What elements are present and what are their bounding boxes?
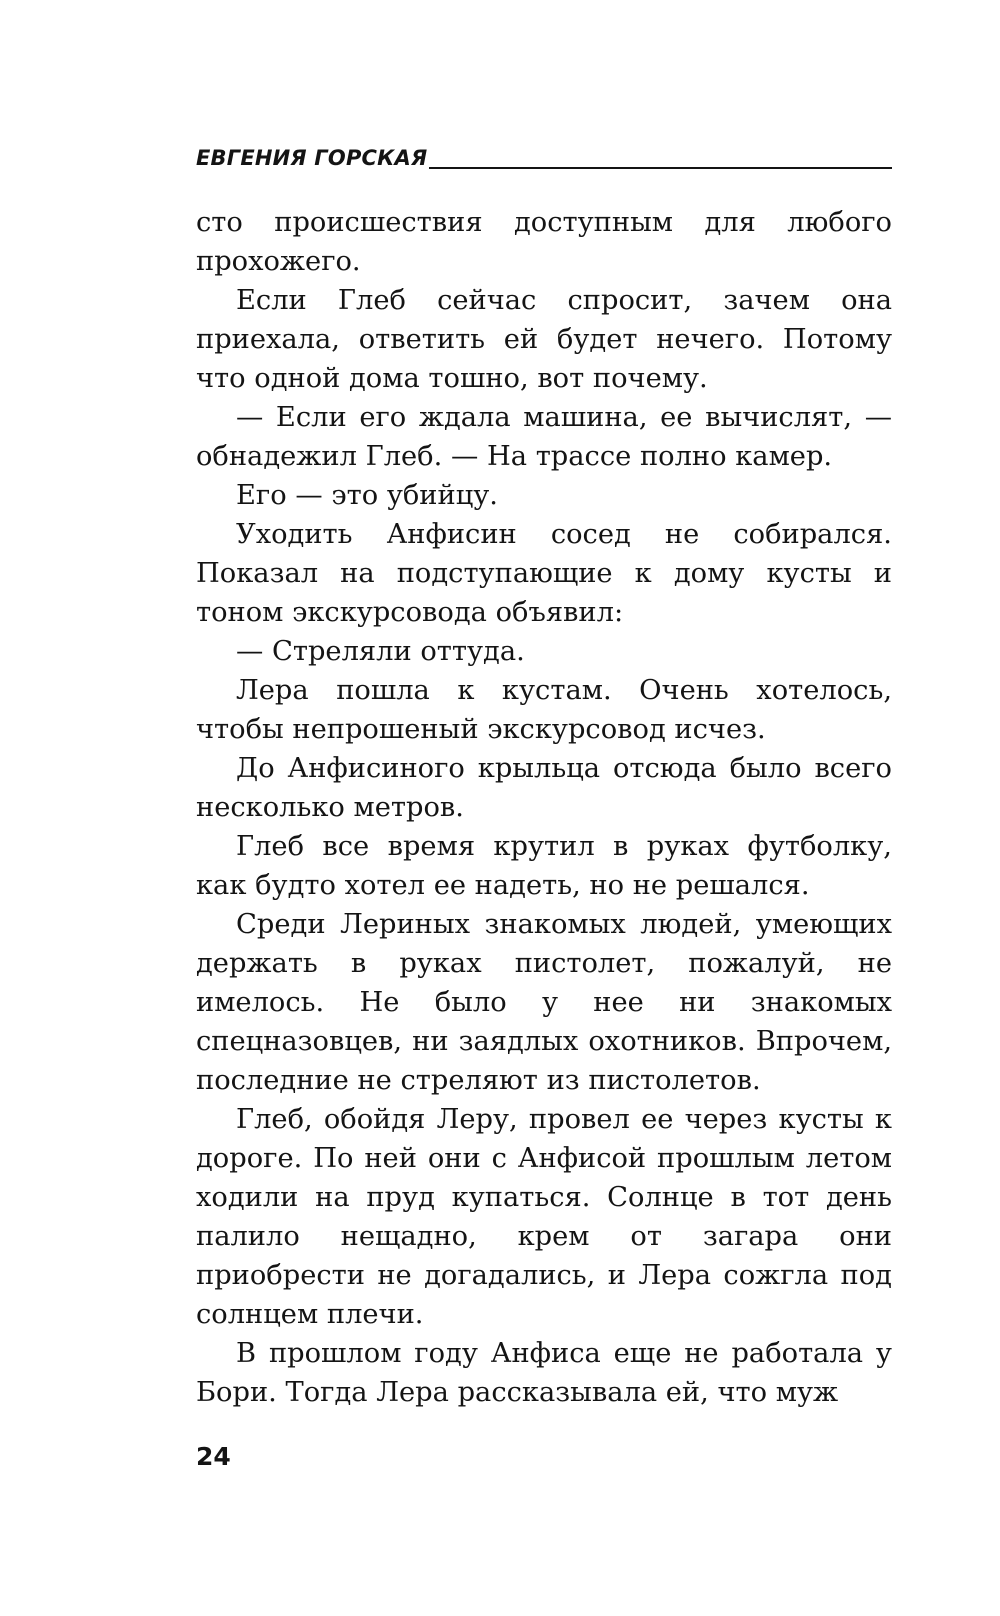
paragraph: Глеб, обойдя Леру, провел ее через кусты к дороге. По ней они с Анфисой прошлым летом ходили на пруд купаться. Солнце в тот день палило нещадно, крем от загара они приобрести не догадались, и Лера сожгла под солнцем плечи. [196,1104,892,1330]
page-number: 24 [196,1442,231,1471]
paragraph: В прошлом году Анфиса еще не работала у Бори. Тогда Лера рассказывала ей, что муж [196,1338,892,1408]
paragraph: До Анфисиного крыльца отсюда было всего несколько метров. [196,753,892,823]
paragraph: — Если его ждала машина, ее вычислят, — обнадежил Глеб. — На трассе полно камер. [196,402,892,472]
paragraph: — Стреляли оттуда. [236,636,525,667]
paragraph: Уходить Анфисин сосед не собирался. Показал на подступающие к дому кусты и тоном экскурсовода объявил: [196,519,892,628]
paragraph: Глеб все время крутил в руках футболку, как будто хотел ее надеть, но не решался. [196,831,892,901]
running-header [196,140,892,170]
paragraph: Его — это убийцу. [236,480,498,511]
paragraph: Если Глеб сейчас спросит, зачем она приехала, ответить ей будет нечего. Потому что одной дома тошно, вот почему. [196,285,892,394]
paragraph: Лера пошла к кустам. Очень хотелось, чтобы непрошеный экскурсовод исчез. [196,675,892,745]
author-name: ЕВГЕНИЯ ГОРСКАЯ [196,146,428,170]
body-text [196,203,892,1412]
paragraph-continuation: сто происшествия доступным для любого прохожего. [196,207,892,277]
header-rule [429,167,892,169]
paragraph: Среди Лериных знакомых людей, умеющих держать в руках пистолет, пожалуй, не имелось. Не было у нее ни знакомых спецназовцев, ни заядлых охотников. Впрочем, последние не стреляют из пистолетов. [196,909,892,1096]
